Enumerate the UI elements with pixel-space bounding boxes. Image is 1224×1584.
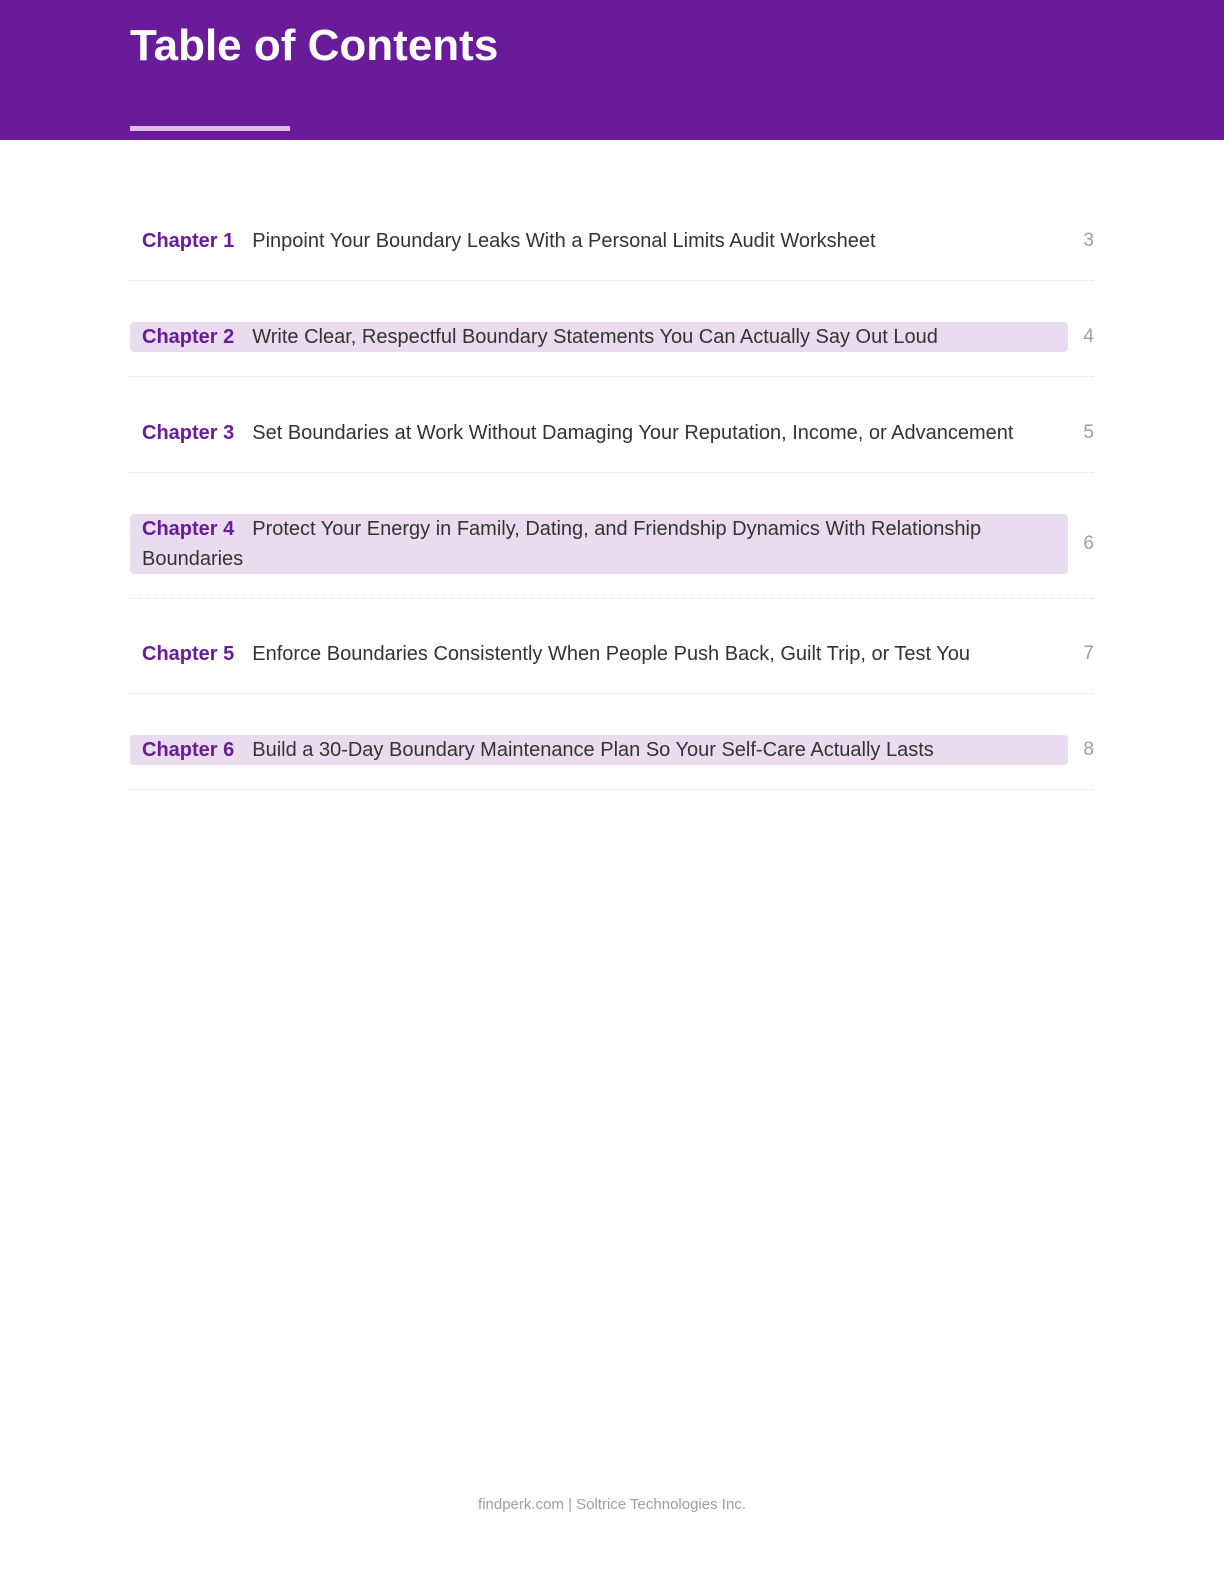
chapter-title: Pinpoint Your Boundary Leaks With a Personal Limits Audit Worksheet [252,230,876,252]
page-number: 4 [1083,326,1094,347]
divider [130,280,1094,281]
page-number: 3 [1083,230,1094,251]
chapter-title: Write Clear, Respectful Boundary Statements You Can Actually Say Out Loud [252,326,938,348]
page-number: 6 [1083,533,1094,554]
chapter-label: Chapter 2 [142,326,235,348]
page-title: Table of Contents [130,21,499,70]
page-number: 8 [1083,739,1094,760]
divider [130,376,1094,377]
chapter-title: Build a 30-Day Boundary Maintenance Plan So Your Self-Care Actually Lasts [252,739,934,761]
toc-row-chapter-6[interactable] [130,735,1094,765]
toc-row-chapter-5[interactable] [130,639,1094,669]
divider [130,789,1094,790]
toc-entry-highlighted [130,735,1068,765]
toc-entry-highlighted [130,322,1068,352]
toc-row-chapter-4[interactable] [130,514,1094,574]
page-number: 7 [1083,643,1094,664]
chapter-title: Set Boundaries at Work Without Damaging Your Reputation, Income, or Advancement [252,422,1014,444]
divider [130,472,1094,473]
toc-entry-highlighted [130,514,1068,574]
chapter-title: Protect Your Energy in Family, Dating, and Friendship Dynamics With Relationship Boundaries [142,518,982,570]
toc-row-chapter-2[interactable] [130,322,1094,352]
divider [130,598,1094,599]
chapter-label: Chapter 6 [142,739,235,761]
toc-row-chapter-1[interactable] [130,226,1094,256]
footer-text: findperk.com | Soltrice Technologies Inc. [478,1496,746,1513]
toc-entry [130,226,1068,256]
chapter-title: Enforce Boundaries Consistently When People Push Back, Guilt Trip, or Test You [252,643,971,665]
title-underline [130,126,290,131]
chapter-label: Chapter 3 [142,422,235,444]
chapter-label: Chapter 4 [142,518,235,540]
divider [130,693,1094,694]
toc-entry [130,418,1068,448]
chapter-label: Chapter 1 [142,230,235,252]
toc-row-chapter-3[interactable] [130,418,1094,448]
page-number: 5 [1083,422,1094,443]
toc-entry [130,639,1068,669]
chapter-label: Chapter 5 [142,643,235,665]
header-banner [0,0,1224,140]
